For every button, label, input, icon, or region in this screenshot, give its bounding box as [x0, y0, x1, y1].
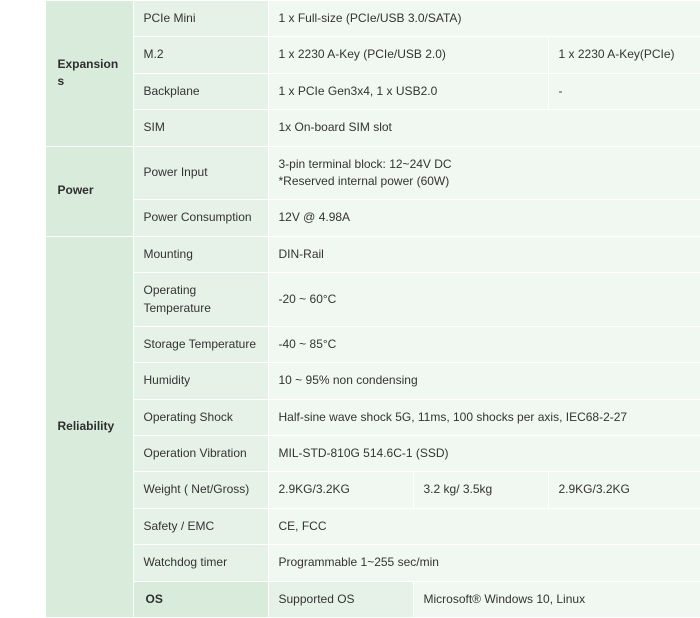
subitem-cell: Power Consumption: [133, 200, 268, 236]
table-row: [0, 1, 700, 37]
value-cell: CE, FCC: [268, 508, 700, 544]
subitem-cell: Storage Temperature: [133, 326, 268, 362]
row-spacer: [0, 472, 45, 508]
category-cell: OS: [133, 581, 268, 617]
category-cell: Reliability: [45, 236, 133, 617]
subitem-cell: Supported OS: [268, 581, 413, 617]
value-cell: DIN-Rail: [268, 236, 700, 272]
row-spacer: [0, 236, 45, 272]
value-cell: 2.9KG/3.2KG: [268, 472, 413, 508]
value-cell: -: [548, 73, 700, 109]
value-cell: 10 ~ 95% non condensing: [268, 363, 700, 399]
subitem-cell: Operation Vibration: [133, 436, 268, 472]
subitem-line: Operating: [143, 283, 197, 298]
value-cell: 1x On-board SIM slot: [268, 110, 700, 146]
row-spacer: [0, 508, 45, 544]
specifications-table-body: [0, 1, 700, 618]
subitem-line: Temperature: [143, 300, 211, 315]
row-spacer: [0, 581, 45, 617]
row-spacer: [0, 545, 45, 581]
subitem-cell: Watchdog timer: [133, 545, 268, 581]
row-spacer: [0, 110, 45, 146]
subitem-cell: Power Input: [133, 146, 268, 200]
value-cell: MIL-STD-810G 514.6C-1 (SSD): [268, 436, 700, 472]
value-cell: 12V @ 4.98A: [268, 200, 700, 236]
subitem-cell: PCIe Mini: [133, 1, 268, 37]
subitem-cell: Humidity: [133, 363, 268, 399]
row-spacer: [0, 363, 45, 399]
value-cell: Programmable 1~255 sec/min: [268, 545, 700, 581]
table-row: [0, 146, 700, 200]
row-spacer: [0, 200, 45, 236]
row-spacer: [0, 146, 45, 200]
value-line: 3-pin terminal block: 12~24V DC: [278, 156, 452, 171]
row-spacer: [0, 1, 45, 37]
subitem-cell: Weight ( Net/Gross): [133, 472, 268, 508]
subitem-cell: Backplane: [133, 73, 268, 109]
subitem-cell: Mounting: [133, 236, 268, 272]
table-row: [0, 236, 700, 272]
category-cell: Expansions: [45, 1, 133, 147]
row-spacer: [0, 273, 45, 327]
value-cell: [268, 146, 700, 200]
value-cell: Half-sine wave shock 5G, 11ms, 100 shocks per axis, IEC68-2-27: [268, 399, 700, 435]
value-cell: 1 x Full-size (PCIe/USB 3.0/SATA): [268, 1, 700, 37]
row-spacer: [0, 37, 45, 73]
subitem-cell: [133, 273, 268, 327]
value-cell: -40 ~ 85°C: [268, 326, 700, 362]
subitem-cell: M.2: [133, 37, 268, 73]
value-cell: -20 ~ 60°C: [268, 273, 700, 327]
value-cell: 1 x 2230 A-Key (PCIe/USB 2.0): [268, 37, 548, 73]
row-spacer: [0, 436, 45, 472]
value-cell: 1 x 2230 A-Key(PCIe): [548, 37, 700, 73]
value-cell: 3.2 kg/ 3.5kg: [413, 472, 548, 508]
value-cell: 2.9KG/3.2KG: [548, 472, 700, 508]
subitem-cell: SIM: [133, 110, 268, 146]
row-spacer: [0, 326, 45, 362]
value-cell: 1 x PCIe Gen3x4, 1 x USB2.0: [268, 73, 548, 109]
value-line: *Reserved internal power (60W): [278, 173, 450, 188]
value-cell: Microsoft® Windows 10, Linux: [413, 581, 700, 617]
subitem-cell: Operating Shock: [133, 399, 268, 435]
category-cell: Power: [45, 146, 133, 236]
subitem-cell: Safety / EMC: [133, 508, 268, 544]
row-spacer: [0, 399, 45, 435]
row-spacer: [0, 73, 45, 109]
